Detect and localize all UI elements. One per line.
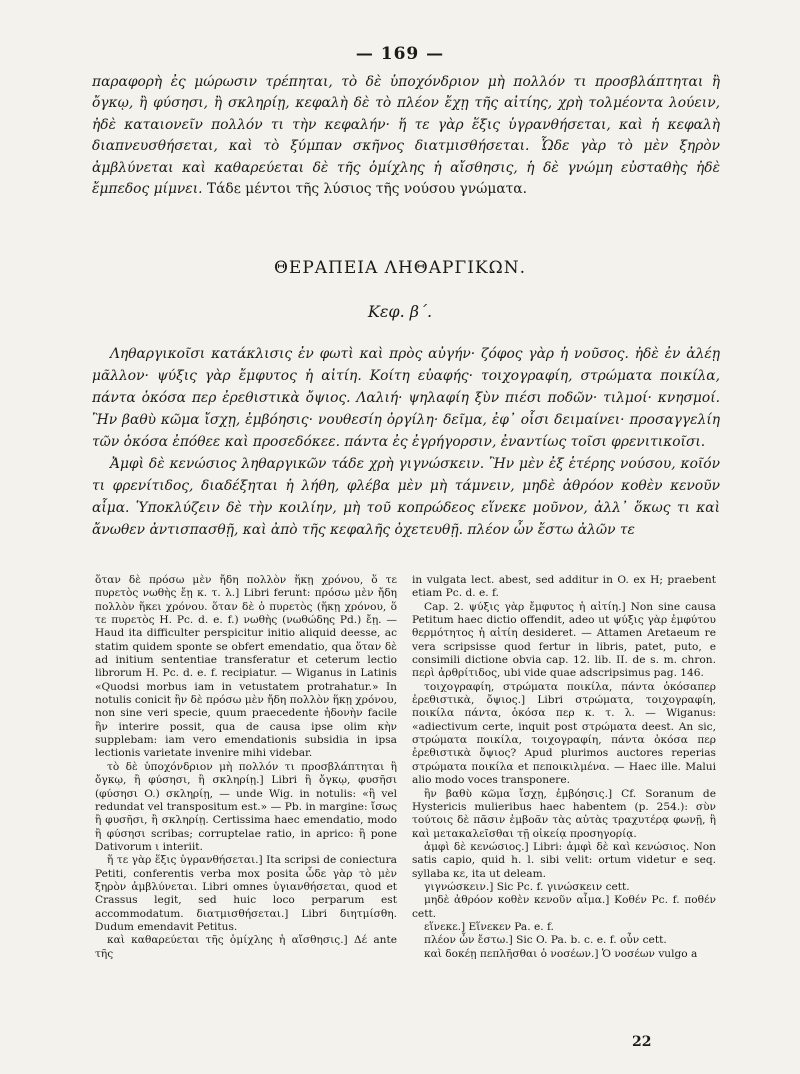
opening-text: παραφορὴ ἐς μώρωσιν τρέπηται, τὸ δὲ ὑποχόνδριον μὴ πολλόν τι προσβλάπτηται ἢ ὄγκῳ, ἢ φύσησι, ἢ σκληρίῃ, κεφαλὴ δὲ τὸ πλέον ἔχῃ τῆς αἰτίης, χρὴ τολμέοντα λούειν, ἠδὲ καταιονεῖν πολλόν τι τὴν κεφαλήν· ἥ τε γὰρ ἕξις ὑγρανθήσεται, καὶ ἡ κεφαλὴ διαπνευσθήσεται, καὶ τὸ ξύμπαν σκῆνος διατμισθήσεται. Ὧδε γὰρ τὸ μὲν ξηρὸν ἀμβλύνεται καὶ καθαρεύεται δὲ τῆς ὁμίχλης ἡ αἴσθησις, ἡ δὲ γνώμη εὐσταθὴς ἠδὲ ἔμπεδος μίμνει. <box>92 74 720 198</box>
footnote: ἢν βαθὺ κῶμα ἴσχῃ, ἐμβόησις.] Cf. Soranum de Hystericis mulieribus haec habentem (p. 254.): σὺν τούτοις δὲ πᾶσιν ἐμβοᾶν τὰς αὐτὰς τραχυτέρᾳ φωνῇ, ἢ καὶ μετακαλεῖσθαι τῇ οἰκείᾳ προσηγορίᾳ. <box>412 787 716 840</box>
footnote: Cap. 2. ψύξις γὰρ ἔμφυτος ἡ αἰτίη.] Non sine causa Petitum haec dictio offendit, adeo ut ψύξις γὰρ ἐμφύτου θερμότητος ἡ αἰτίη desideret. — Attamen Aretaeum re vera scripsisse quod fertur in libris, patet, puto, e consimili dictione obvia cap. 12. lib. II. de s. m. chron. περὶ ἀρθρίτιδος, ubi vide quae adscripsimus pag. 146. <box>412 600 716 680</box>
footnote: πλέον ὦν ἔστω.] Sic O. Pa. b. c. e. f. οὖν cett. <box>424 934 667 947</box>
footnote: ἥ τε γὰρ ἕξις ὑγρανθήσεται.] Ita scripsi de coniectura Petiti, conferentis verba mox posita ὧδε γὰρ τὸ μὲν ξηρὸν ἀμβλύνεται. Libri omnes ὑγιανθήσεται, quod et Crassus legit, sed huic loco perparum est accommodatum. διατμισθήσεται.] Libri διητμίσθη. Dudum emendavit Petitus. <box>95 854 397 933</box>
signature-mark: 22 <box>632 1034 652 1050</box>
opening-tail: Τάδε μέντοι τῆς λύσιος τῆς νούσου γνώματα. <box>206 181 527 198</box>
page-number: — 169 — <box>355 44 445 64</box>
opening-paragraph-block <box>92 72 720 200</box>
footnote: τοιχογραφίη, στρώματα ποικίλα, πάντα ὁκόσαπερ ἐρεθιστικὰ, ὄψιος.] Libri στρώματα, τοιχογραφίη, ποικίλα πάντα, ὁκόσα περ κ. τ. λ. — Wiganus: «adiectivum certe, inquit post στρώματα deest. An sic, στρώματα ποικίλα, τοιχογραφίη, πάντα ὁκόσα περ ἐρεθιστικὰ ὄψιος? Apud plurimos auctores reperias στρώματα ποικίλα et πεποικιλμένα. — Haec ille. Malui alio modo voces transponere. <box>412 680 716 787</box>
footnote: γιγνώσκειν.] Sic Pc. f. γινώσκειν cett. <box>424 880 630 893</box>
footnote: ὅταν δὲ πρόσω μὲν ἤδη πολλὸν ἥκῃ χρόνου, ὅ τε πυρετὸς νωθὴς ἔῃ κ. τ. λ.] Libri ferunt: πρόσω μὲν ἤδη πολλὸν ἥκει χρόνου. ὅταν δὲ ὁ πυρετὸς (ἥκῃ χρόνου, ὅ τε πυρετὸς H. Pc. d. e. f.) νωθὴς (νωθώδης Pd.) ἔῃ. — Haud ita difficulter perspicitur initio aliquid deesse, ac statim quidem sponte se obfert emendatio, qua ὅταν δὲ ad initium sententiae transferatur et ceterum lectio librorum H. Pc. d. e. f. recipiatur. — Wiganus in Latinis «Quodsi morbus iam in vetustatem protrahatur.» In notulis conicit ἢν δὲ πρόσω μὲν ἤδη πολλὸν ἥκῃ χρόνου, non sine veri specie, quum praecedente ἡδονὴν facile ἢν interire possit, qua de causa ipse olim κὴν supplebam: iam vero emendationis subsidia in ipsa lectionis varietate invenire mihi videbar. <box>95 574 397 760</box>
footnote: καὶ δοκέῃ πεπλῆσθαι ὁ νοσέων.] Ὁ νοσέων vulgo a <box>424 947 698 960</box>
footnote: in vulgata lect. abest, sed additur in O. ex H; praebent etiam Pc. d. e. f. <box>412 574 716 600</box>
footnotes-left-column <box>95 574 397 961</box>
chapter-body <box>92 343 720 541</box>
footnote: καὶ καθαρεύεται τῆς ὁμίχλης ἡ αἴσθησις.] Δέ ante τῆς <box>95 934 397 960</box>
footnote: ἀμφὶ δὲ κενώσιος.] Libri: ἀμφὶ δὲ καὶ κενώσιος. Non satis capio, quid h. l. sibi velit: ortum videtur e seq. syllaba κε, ita ut deleam. <box>412 840 716 880</box>
paragraph-2: Ἀμφὶ δὲ κενώσιος ληθαργικῶν τάδε χρὴ γιγνώσκειν. Ἢν μὲν ἐξ ἑτέρης νούσου, κοῖόν τι φρενίτιδος, διαδέξηται ἡ λήθη, φλέβα μὲν μὴ τάμνειν, μηδὲ ἀθρόον κοθὲν κενοῦν αἷμα. Ὑποκλύζειν δὲ τὴν κοιλίην, μὴ τοῦ κοπρώδεος εἵνεκε μοῦνον, ἀλλ᾽ ὅκως τι καὶ ἄνωθεν ἀντισπασθῇ, καὶ ἀπὸ τῆς κεφαλῆς ὀχετευθῇ. πλέον ὦν ἔστω ἀλῶν τε <box>92 456 720 538</box>
chapter-label: Κεφ. β΄. <box>367 302 433 321</box>
footnote: μηδὲ ἀθρόον κοθὲν κενοῦν αἷμα.] Κοθέν Pc. f. ποθέν cett. <box>412 894 716 920</box>
paragraph-1: Ληθαργικοῖσι κατάκλισις ἐν φωτὶ καὶ πρὸς αὐγήν· ζόφος γὰρ ἡ νοῦσος. ἠδὲ ἐν ἀλέῃ μᾶλλον· ψύξις γὰρ ἔμφυτος ἡ αἰτίη. Κοίτη εὐαφής· τοιχογραφίη, στρώματα ποικίλα, πάντα ὁκόσα περ ἐρεθιστικὰ ὄψιος. Λαλιή· ψηλαφίη ξὺν πιέσι ποδῶν· τιλμοί· κνησμοί. Ἢν βαθὺ κῶμα ἴσχῃ, ἐμβόησις· νουθεσίη ὀργίλη· δεῖμα, ἐφ᾽ οἷσι δειμαίνει· προσαγγελίη τῶν ὁκόσα ἐπόθεε καὶ προσεδόκεε. πάντα ἐς ἐγρήγορσιν, ἐναντίως τοῖσι φρενιτικοῖσι. <box>92 346 720 450</box>
opening-paragraph <box>92 72 720 200</box>
section-title: ΘΕΡΑΠΕΙΑ ΛΗΘΑΡΓΙΚΩΝ. <box>273 258 527 278</box>
footnotes-right-column <box>412 574 716 961</box>
footnote: τὸ δὲ ὑποχόνδριον μὴ πολλόν τι προσβλάπτηται ἢ ὄγκῳ, ἢ φύσησι, ἢ σκληρίῃ.] Libri ἢ ὄγκῳ, φυσῆσι (φύσησι O.) σκληρίῃ, — unde Wig. in notulis: «ἢ vel redundat vel transpositum est.» — Pb. in margine: ἴσως ἢ φυσῆσι, ἢ σκληρίῃ. Certissima haec emendatio, modo ἢ φύσησι scribas; corruptelae ratio, in aprico: ἢ pone Dativorum ι interiit. <box>95 760 397 853</box>
footnote: εἵνεκε.] Εἵνεκεν Pa. e. f. <box>424 920 554 933</box>
